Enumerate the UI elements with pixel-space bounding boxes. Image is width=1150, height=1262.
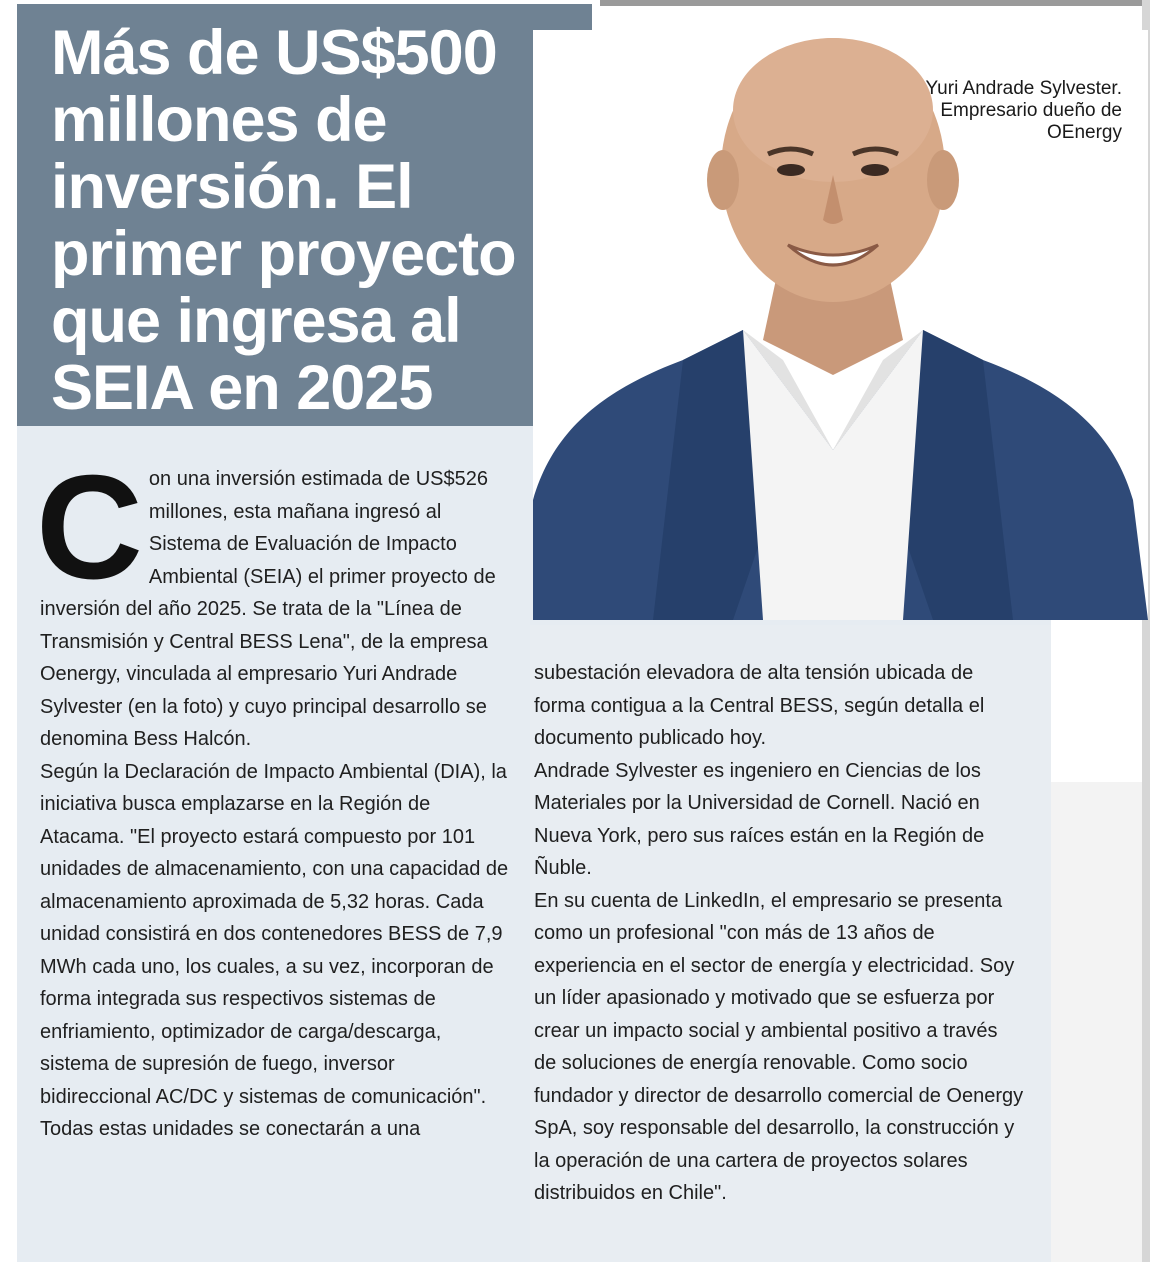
paragraph: Según la Declaración de Impacto Ambiental (DIA), la iniciativa busca emplazarse en la Región de Atacama. "El proyecto estará compuesto por 101 unidades de almacenamiento, con una capacidad de almacenamiento aproximada de 5,32 horas. Cada unidad consistirá en dos contenedores BESS de 7,9 MWh cada uno, los cuales, a su vez, incorporan de forma integrada sus respectivos sistemas de enfriamiento, optimizador de carga/descarga, sistema de supresión de fuego, inversor bidireccional AC/DC y sistemas de comunicación".	[40, 760, 509, 1108]
margin-panel	[1051, 782, 1142, 1262]
paragraph: Andrade Sylvester es ingeniero en Ciencias de los Materiales por la Universidad de Cornell. Nació en Nueva York, pero sus raíces están en la Región de Ñuble.	[534, 759, 985, 879]
headline: Más de US$500 millones de inversión. El primer proyecto que ingresa al SEIA en 2025	[51, 18, 516, 423]
article-column-left	[36, 445, 510, 1146]
paragraph: En su cuenta de LinkedIn, el empresario se presenta como un profesional "con más de 13 años de experiencia en el sector de energía y electricidad. Soy un líder apasionado y motivado que se esfuerza por crear un impacto social y ambiental positivo a través de soluciones de energía renovable. Como socio fundador y director de desarrollo comercial de Oenergy SpA, soy responsable del desarrollo, la construcción y la operación de una cartera de proyectos solares distribuidos en Chile".	[534, 889, 1024, 1204]
article-column-right	[534, 657, 1024, 1210]
paragraph: on una inversión estimada de US$526 millones, esta mañana ingresó al Sistema de Evaluación de Impacto Ambiental (SEIA) el primer proyecto de inversión del año 2025. Se trata de la "Línea de Transmisión y Central BESS Lena", de la empresa Oenergy, vinculada al empresario Yuri Andrade Sylvester (en la foto) y cuyo principal desarrollo se denomina Bess Halcón.	[40, 468, 496, 750]
paragraph: Todas estas unidades se conectarán a una	[40, 1118, 421, 1140]
photo-caption: Yuri Andrade Sylvester. Empresario dueño de OEnergy	[925, 78, 1122, 143]
drop-cap: C	[36, 445, 143, 610]
paragraph: subestación elevadora de alta tensión ubicada de forma contigua a la Central BESS, según detalla el documento publicado hoy.	[534, 662, 985, 749]
top-strip	[600, 0, 1150, 6]
headline-box	[17, 4, 592, 426]
